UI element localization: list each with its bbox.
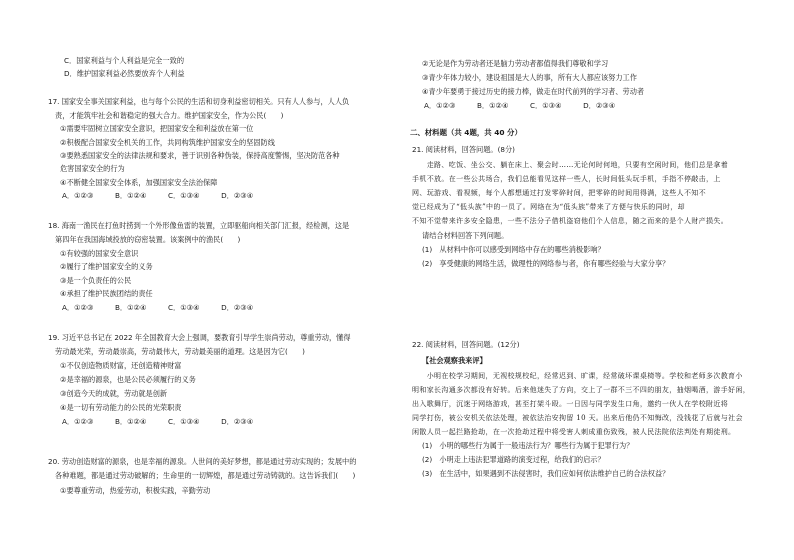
q18-item-1: ①有较强的国家安全意识 [60,249,139,258]
q22-material-line2: 明和家长沟通多次都没有好转。后来他迷失了方向，交上了一群不三不四的朋友，抽烟喝酒，游手好闲， [412,386,751,394]
q21-material-line1: 走路、吃饭、坐公交、躺在床上、聚会时……无论何时何地，只要有空闲时间，他们总是拿着 [412,161,729,169]
q17-item-1: ①需要牢固树立国家安全意识，把国家安全和利益放在第一位 [60,124,254,133]
q19-stem-line1: 19. 习近平总书记在 2022 年全国教育大会上强调，要教育引导学生崇尚劳动，尊重劳动，懂得 [48,333,351,342]
q19-item-2: ②是幸福的源泉，也是公民必须履行的义务 [60,375,196,384]
q20-item-3: ③青少年体力较小，建设祖国是大人的事，所有大人都应该努力工作 [422,73,637,82]
q20-item-4: ④青少年要勇于接过历史的接力棒，做走在时代前列的学习者、劳动者 [422,87,645,96]
q18-stem-line1: 18. 海南一渔民在打鱼时捞到一个外形像鱼雷的装置，立即驱船向相关部门汇报，经检测，这是 [48,221,350,230]
q18-item-4: ④承担了维护民族团结的责任 [60,289,153,298]
section-two-heading: 二、材料题（共 4题，共 40 分） [410,128,522,137]
q17-item-2: ②积极配合国家安全机关的工作，共同构筑维护国家安全的坚固防线 [60,138,275,147]
q19-item-3: ③创造今天的成就，劳动就是创新 [60,389,168,398]
q22-material-tag: 【社会观察我来评】 [422,356,487,365]
q17-choices: A．①②③ B．①②④ C．①③④ D．②③④ [62,191,254,200]
q19-item-1: ①不仅创造物质财富，还创造精神财富 [60,361,182,370]
q20-stem-line2: 各种难题，都是通过劳动破解的；生命里的一切辉煌，都是通过劳动铸就的。这告诉我们( ) [55,471,356,480]
q22-material-line3: 出入歌舞厅，沉迷于网络游戏，甚至打架斗殴。一日因与同学发生口角，邀约一伙人在学校附近将 [412,400,729,408]
q20-stem-line1: 20. 劳动创造财富的源泉，也是幸福的源泉。人世间的美好梦想，都是通过劳动实现的；发展中的 [48,457,357,466]
q22-subquestion-1: (1) 小明的哪些行为属于一般违法行为？哪些行为属于犯罪行为？ [422,441,634,450]
q17-item-3: ③要熟悉国家安全的法律法规和要求，善于识别各种伪装，保持高度警惕，坚决防范各种 [60,151,340,160]
q18-item-3: ③是一个负责任的公民 [60,276,132,285]
q17-stem-line2: 责，才能筑牢社会和谐稳定的强大合力。维护国家安全，作为公民( ) [55,111,284,120]
q21-material-line4: 觉已经成为了“低头族”中的一员了。网络在为“低头族”带来了方便与快乐的同时，却 [412,203,685,211]
q20-choices: A．①②③ B．①②④ C．①③④ D．②③④ [424,101,616,110]
q20-item-1: ①要尊重劳动，热爱劳动，积极实践，辛勤劳动 [60,486,211,495]
q22-subquestion-3: (3) 在生活中，如果遇到不法侵害时，我们应如何依法维护自己的合法权益？ [422,469,670,478]
q21-material-line3: 网、玩游戏、看视频，每个人都想通过打发零碎时间，把零碎的时间用得满，这些人不知不 [412,189,706,197]
q21-material-line2: 手机不放。在一些公共场合，我们总能看见这样一些人，长时间低头玩手机，手指不停敲击，上 [412,175,721,183]
q16-option-c: C．国家利益与个人利益是完全一致的 [64,56,185,65]
q21-stem: 21. 阅读材料，回答问题。(8分) [412,145,515,154]
q18-item-2: ②履行了维护国家安全的义务 [60,262,153,271]
q18-stem-line2: 第四年在我国海域投放的窃密装置。该案例中的渔民( ) [55,235,241,244]
q22-stem: 22. 阅读材料，回答问题。(12分) [412,340,520,349]
q19-stem-line2: 劳动最光荣，劳动最崇高，劳动最伟大，劳动最美丽的道理。这是因为它( ) [55,347,305,356]
q17-item-4: ④不断健全国家安全体系，加强国家安全法治保障 [60,178,218,187]
q20-item-2: ②无论是作为劳动者还是脑力劳动者都值得我们尊敬和学习 [422,59,609,68]
q17-stem-line1: 17. 国家安全事关国家利益，也与每个公民的生活和切身利益密切相关。只有人人参与，人人负 [48,97,350,106]
q22-subquestion-2: (2) 小明走上违法犯罪道路的演变过程，给我们的启示？ [422,455,605,464]
q21-subquestion-1: (1) 从材料中你可以感受到网络中存在的哪些消极影响？ [422,245,605,254]
q16-option-d: D．维护国家利益必然要放弃个人利益 [64,69,185,78]
q21-subquestion-2: (2) 享受健康的网络生活，做理性的网络参与者，你有哪些经验与大家分享？ [422,259,670,268]
q21-material-line5: 不知不觉带来许多安全隐患，一些不法分子借机盗窃他们个人信息，随之而来的是个人财产损失。 [412,217,729,225]
q22-material-line4: 同学打伤，被公安机关依法处理，被依法治安拘留 10 天。出来后他仍不知悔改，没钱花了后就与社会 [412,414,743,422]
q17-item-3-cont: 危害国家安全的行为 [60,164,125,173]
q19-choices: A．①②③ B．①②④ C．①③④ D．②③④ [62,417,254,426]
q22-material-line1: 小明在校学习期间，无视校规校纪，经常迟到、旷课，经常破坏课桌椅等。学校和老师多次教育小 [412,372,743,380]
q18-choices: A．①②③ B．①②④ C．①③④ D．②③④ [62,303,254,312]
q19-item-4: ④是一切有劳动能力的公民的光荣职责 [60,403,182,412]
q22-material-line5: 闲散人员一起拦路抢劫，在一次抢劫过程中将受害人刺成重伤致残，被人民法院依法判处有期徒刑。 [412,428,736,436]
q21-instruction: 请结合材料回答下列问题。 [422,231,509,240]
